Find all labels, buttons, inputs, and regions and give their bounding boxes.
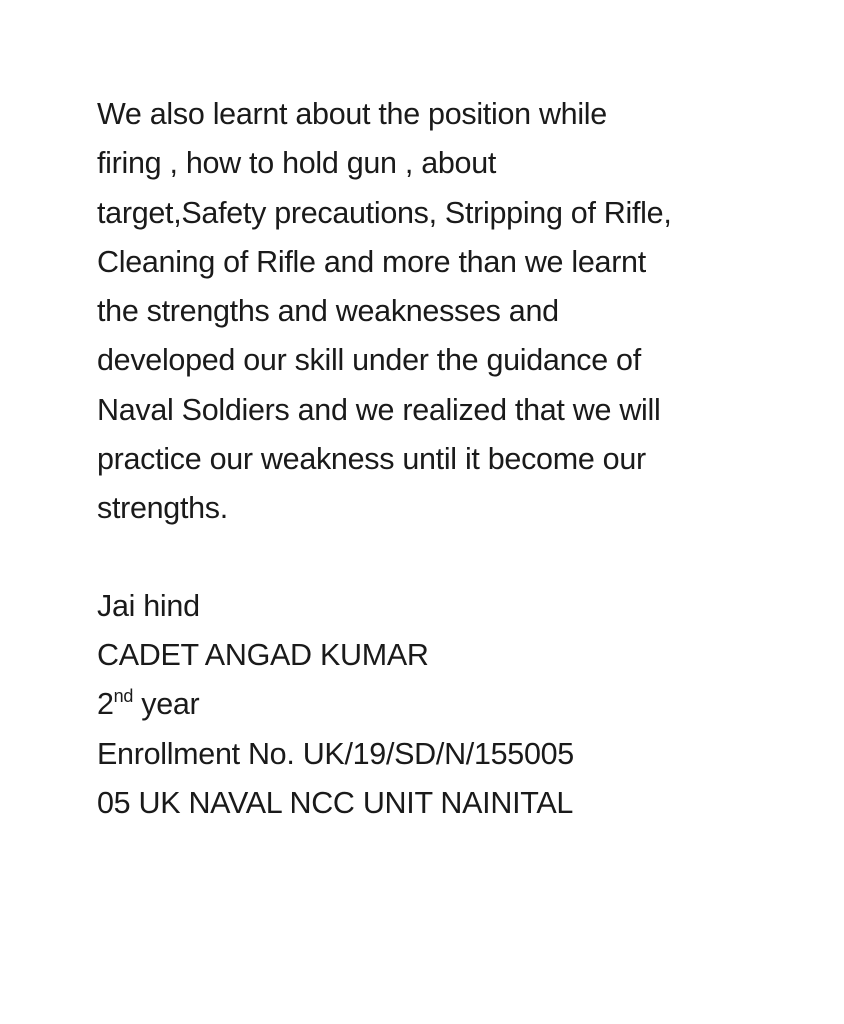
document-page [97, 90, 817, 828]
unit-name: 05 UK NAVAL NCC UNIT NAINITAL [97, 785, 574, 820]
greeting: Jai hind [97, 588, 200, 623]
body-line: We also learnt about the position while [97, 97, 607, 131]
body-paragraph [97, 90, 817, 534]
body-line: firing , how to hold gun , about [97, 146, 497, 181]
body-line: Cleaning of Rifle and more than we learnt [97, 244, 646, 279]
signature-block [97, 582, 817, 828]
cadet-name: CADET ANGAD KUMAR [97, 637, 429, 672]
body-line: Naval Soldiers and we realized that we will [97, 392, 661, 427]
body-line: practice our weakness until it become our [97, 442, 646, 477]
year-suffix: nd [113, 686, 134, 707]
body-line: target,Safety precautions, Stripping of Rifle, [97, 195, 672, 230]
cadet-year [97, 680, 817, 729]
enrollment-number: Enrollment No. UK/19/SD/N/155005 [97, 736, 574, 771]
body-line: the strengths and weaknesses and [97, 294, 559, 329]
body-line: developed our skill under the guidance of [97, 343, 641, 378]
year-number: 2 [97, 687, 114, 722]
year-word: year [133, 687, 200, 722]
body-line: strengths. [97, 491, 228, 526]
